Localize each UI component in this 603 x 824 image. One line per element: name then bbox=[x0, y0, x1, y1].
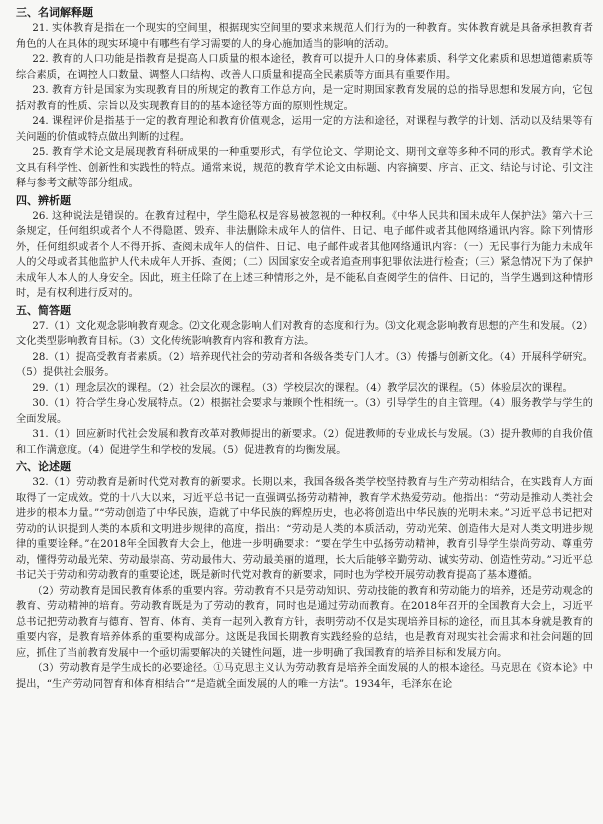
answer-paragraph: （2）劳动教育是国民教育体系的重要内容。劳动教育不只是劳动知识、劳动技能的教育和劳动能力的培养，还是劳动观念的教育、劳动精神的培育。劳动教育既是为了劳动的教育，同时也是通过劳动而教育。在2018年召开的全国教育大会上，习近平总书记把劳动教育与德育、智育、体育、美育一起列入教育方针，表明劳动不仅是实现培养目标的途径，而且其本身就是教育的重要内容，是教育培养体系的重要构成部分。这既是我国长期教育实践经验的总结，也是教育对现实社会需求和社会问题的回应，抓住了当前教育发展中一个亟切需要解决的关键性问题，进一步明确了我国教育的培养目标和发展方向。 bbox=[16, 585, 593, 659]
answer-paragraph: 28.（1）提高受教育者素质。（2）培养现代社会的劳动者和各级各类专门人才。（3）传播与创新文化。（4）开展科学研究。（5）提供社会服务。 bbox=[16, 351, 593, 378]
answer-paragraph: 25. 教育学术论文是展现教育科研成果的一种重要形式，有学位论文、学期论文、期刊文章等多种不同的形式。教育学术论文具有科学性、创新性和实践性的特点。通常来说，规范的教育学术论文由标题、内容摘要、序言、正文、结论与讨论、引文注释与参考文献等部分组成。 bbox=[16, 147, 593, 189]
section-title: 六、论述题 bbox=[16, 460, 71, 473]
section-short-answer bbox=[16, 303, 593, 459]
answer-paragraph: 29.（1）理念层次的课程。（2）社会层次的课程。（3）学校层次的课程。（4）教学层次的课程。（5）体验层次的课程。 bbox=[32, 382, 573, 394]
answer-paragraph: 31.（1）回应新时代社会发展和教育改革对教师提出的新要求。（2）促进教师的专业成长与发展。（3）提升教师的自我价值和工作满意度。（4）促进学生和学校的发展。（5）促进教育的均衡发展。 bbox=[16, 429, 593, 456]
answer-paragraph: 30.（1）符合学生身心发展特点。（2）根据社会要求与兼顾个性相统一。（3）引导学生的自主管理。（4）服务教学与学生的全面发展。 bbox=[16, 398, 593, 425]
section-title: 五、简答题 bbox=[16, 303, 71, 317]
answer-paragraph: （3）劳动教育是学生成长的必要途径。①马克思主义认为劳动教育是培养全面发展的人的根本途径。马克思在《资本论》中提出，“生产劳动同智育和体育相结合”“是造就全面发展的人的唯一方法”。1934年，毛泽东在论 bbox=[16, 663, 593, 690]
section-title: 四、辨析题 bbox=[16, 193, 71, 207]
answer-paragraph: 23. 教育方针是国家为实现教育目的所规定的教育工作总方向，是一定时期国家教育发展的总的指导思想和发展方向，它包括对教育的性质、宗旨以及实现教育目的的基本途径等方面的原则性规定。 bbox=[16, 85, 593, 112]
answer-paragraph: 26. 这种说法是错误的。在教育过程中，学生隐私权是容易被忽视的一种权利。《中华人民共和国未成年人保护法》第六十三条规定，任何组织或者个人不得隐匿、毁弃、非法删除未成年人的信件、日记、电子邮件或者其他网络通讯内容。除下列情形外，任何组织或者个人不得开拆、查阅未成年人的信件、日记、电子邮件或者其他网络通讯内容：（一）无民事行为能力未成年人的父母或者其他监护人代未成年人开拆、查阅；（二）因国家安全或者追查刑事犯罪依法进行检查；（三）紧急情况下为了保护未成年人本人的人身安全。因此，班主任除了在上述三种情形之外，是不能私自查阅学生的信件、日记的，当学生遇到这种情形时，是有权利进行反对的。 bbox=[16, 210, 593, 299]
section-title: 三、名词解释题 bbox=[16, 6, 93, 19]
answer-paragraph: 24. 课程评价是指基于一定的教育理论和教育价值观念，运用一定的方法和途径，对课程与教学的计划、活动以及结果等有关问题的价值或特点做出判断的过程。 bbox=[16, 116, 593, 143]
section-analysis bbox=[16, 193, 593, 302]
answer-paragraph: 27.（1）文化观念影响教育观念。⑵文化观念影响人们对教育的态度和行为。⑶文化观念影响教育思想的产生和发展。（2）文化类型影响教育目标。（3）文化传统影响教育内容和教育方法。 bbox=[16, 320, 593, 347]
answer-paragraph: 21. 实体教育是指在一个现实的空间里，根据现实空间里的要求来规范人们行为的一种教育。实体教育就是具备承担教育者角色的人在具体的现实环境中有哪些有学习需要的人的身心施加适当的影响的活动。 bbox=[16, 23, 593, 50]
answer-paragraph: 22. 教育的人口功能是指教育是提高人口质量的根本途径，教育可以提升人口的身体素质、科学文化素质和思想道德素质等综合素质，在调控人口数量、调整人口结构、改善人口质量和提高全民素质等方面具有重要作用。 bbox=[16, 54, 593, 81]
section-definitions bbox=[16, 5, 593, 192]
answer-paragraph: 32.（1）劳动教育是新时代党对教育的新要求。长期以来，我国各级各类学校坚持教育与生产劳动相结合，在实践育人方面取得了一定成效。党的十八大以来，习近平总书记一直强调弘扬劳动精神，教育学术热爱劳动。他指出：“劳动是推动人类社会进步的根本力量。”“劳动创造了中华民族，造就了中华民族的辉煌历史，也必将创造出中华民族的光明未来。”习近平总书记把对劳动的认识提到人类的本质和文明进步规律的高度，指出：“劳动是人类的本质活动，劳动光荣、创造伟大是对人类文明进步规律的重要诠释。”在2018年全国教育大会上，他进一步明确要求：“要在学生中弘扬劳动精神，教育引导学生崇尚劳动、尊重劳动，懂得劳动最光荣、劳动最崇高、劳动最伟大、劳动最美丽的道理，长大后能够辛勤劳动、诚实劳动、创造性劳动。”习近平总书记关于劳动和劳动教育的重要论述，既是新时代党对教育的新要求，同时也为学校开展劳动教育提高了基本遵循。 bbox=[16, 477, 593, 581]
section-essay bbox=[16, 459, 593, 692]
